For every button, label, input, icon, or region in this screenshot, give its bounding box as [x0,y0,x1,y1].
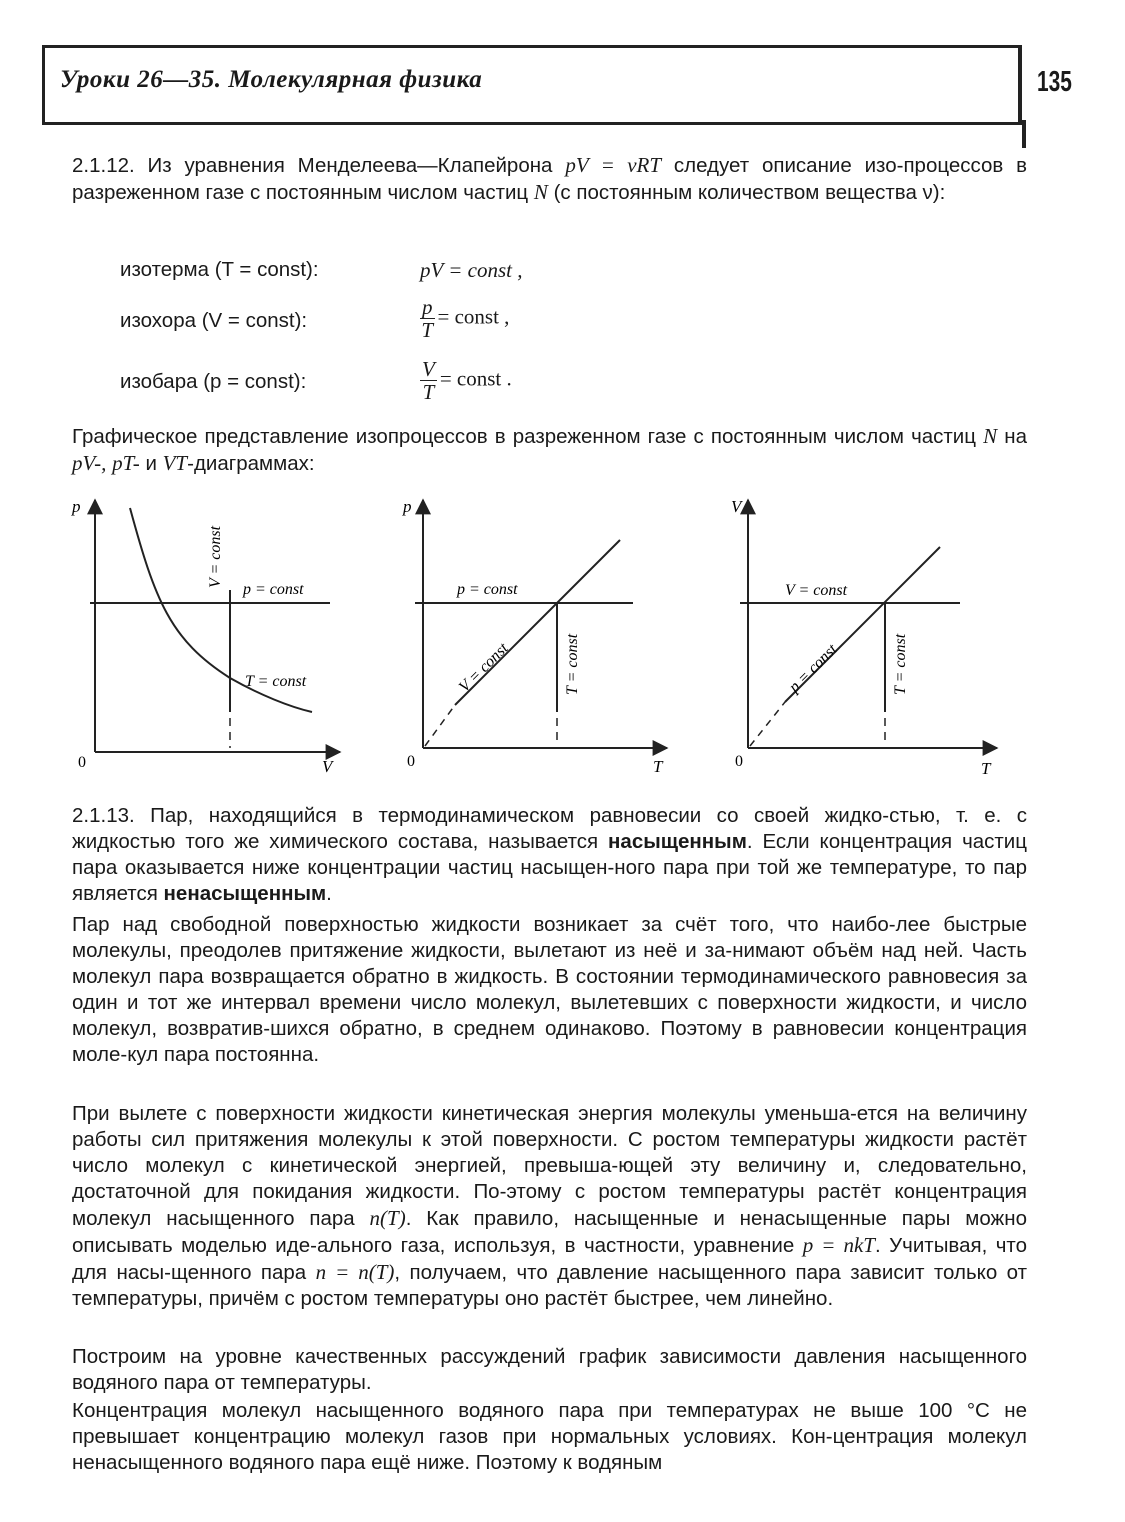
paragraph-graph-plan: Построим на уровне качественных рассуждений график зависимости давления насыщенного водяного пара от температуры. [72,1345,1027,1394]
pt-x-label: T [653,757,663,776]
pt-isobar-label: p = const [457,581,518,598]
pv-isotherm-label: T = const [245,673,307,690]
paragraph-kinetic-energy: При вылете с поверхности жидкости кинетическая энергия молекулы уменьша-ется на величину работы сил притяжения молекулы к этой поверхности. С ростом температуры жидкости растёт число молекул с кинетической энергией, превыша-ющей эту величину и, следовательно, достаточной для покидания жидкости. По-этому с ростом температуры растёт концентрация молекул насыщенного пара n(T). Как правило, насыщенные и ненасыщенные пары можно описывать моделью иде-ального газа, используя, в частности, уравнение p = nkT. Учитывая, что для насы-щенного пара n = n(T), получаем, что давление насыщенного пара зависит только от температуры, причём с ростом температуры оно растёт быстрее, чем линейно. [72,1102,1027,1310]
pt-origin: 0 [407,753,415,770]
pt-isotherm-label: T = const [564,633,581,695]
vt-isotherm-label: T = const [892,633,909,695]
vt-x-label: T [981,759,991,778]
isotherm-formula: pV = const , [420,258,523,282]
pt-y-label: p [403,497,412,516]
pt-diagram [395,490,695,790]
pt-isochore-dash [425,705,455,746]
formula-mendeleev: pV = νRT [565,153,662,177]
isobar-label: изобара (p = const): [120,370,307,393]
diagrams-intro: Графическое представление изопроцессов в разреженном газе с постоянным числом частиц N на pV-, pT- и VT-диаграммах: [72,424,1028,475]
pv-y-label: p [72,497,81,516]
page-number: 135 [1037,66,1072,98]
paragraph-2-1-13: 2.1.13. Пар, находящийся в термодинамическом равновесии со своей жидко-стью, т. е. с жидкостью того же химического состава, называется насыщенным. Если концентрация частиц пара оказывается ниже концентрации частиц насыщен-ного пара при той же температуре, то пар является ненасыщенным. [72,804,1027,905]
isochore-formula: $\frac{p}{T}$ = const , [421,295,510,342]
pv-isobar-label: p = const [243,581,304,598]
pv-isochore-label: V = const [207,525,224,588]
vt-diagram [725,490,1025,790]
vt-origin: 0 [735,753,743,770]
isochore-label: изохора (V = const): [120,309,308,332]
pv-origin: 0 [78,754,86,771]
header-title: Уроки 26—35. Молекулярная физика [60,66,483,93]
pt-isochore-label: V = const [455,639,512,696]
isotherm-label: изотерма (T = const): [120,258,319,281]
paragraph-2-1-12: 2.1.12. Из уравнения Менделеева—Клапейрона pV = νRT следует описание изо-процессов в разреженном газе с постоянным числом частиц N (с постоянным количеством вещества ν): [72,153,1028,204]
pv-diagram [60,490,360,790]
paragraph-vapor-origin: Пар над свободной поверхностью жидкости возникает за счёт того, что наибо-лее быстрые молекулы, преодолев притяжение жидкости, вылетают из неё и за-нимают объём над ней. Часть молекул пара возвращается обратно в жидкость. В состоянии термодинамического равновесия за один и тот же интервал времени число молекул, вылетевших с поверхности жидкости, и число молекул, возвратив-шихся обратно, в среднем одинаково. Поэтому в равновесии концентрация моле-кул пара постоянна. [72,913,1027,1066]
term-unsaturated: ненасыщенным [163,882,327,905]
vt-y-label: V [731,497,742,516]
vt-isochore-label: V = const [785,582,848,599]
pv-x-label: V [322,757,333,776]
vt-isobar-dash [750,702,785,746]
vt-isobar-label: p = const [785,640,841,696]
isobar-formula: $\frac{V}{T}$ = const . [422,357,512,404]
header-divider [1022,120,1026,148]
paragraph-concentration: Концентрация молекул насыщенного водяного пара при температурах не выше 100 °С не превышает концентрацию молекул газов при нормальных условиях. Кон-центрация молекул ненасыщенного водяного пара ещё ниже. Поэтому к водяным [72,1399,1027,1474]
term-saturated: насыщенным [608,830,747,853]
